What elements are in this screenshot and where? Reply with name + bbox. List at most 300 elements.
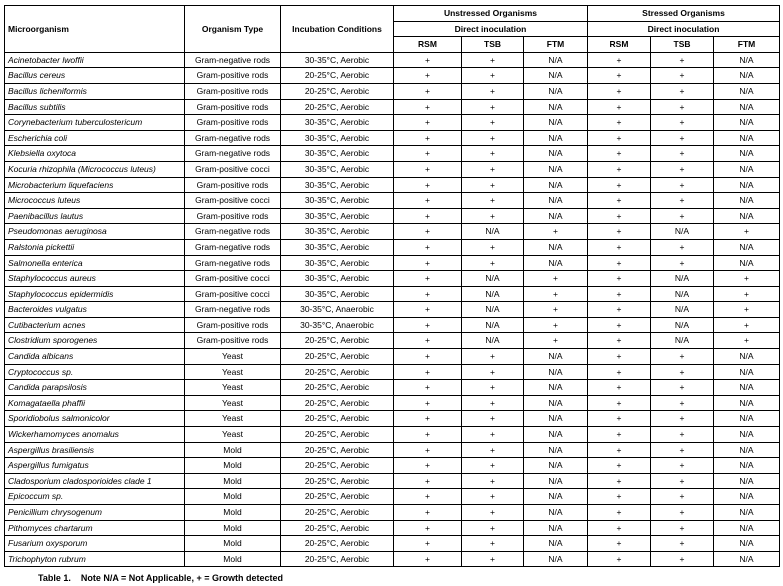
table-row bbox=[5, 380, 780, 396]
cell-organism-type: Yeast bbox=[185, 427, 281, 443]
cell-incubation: 30-35°C, Aerobic bbox=[281, 130, 394, 146]
cell-incubation: 30-35°C, Aerobic bbox=[281, 52, 394, 68]
cell-incubation: 20-25°C, Aerobic bbox=[281, 473, 394, 489]
cell-unstressed-rsm: + bbox=[394, 239, 462, 255]
cell-unstressed-rsm: + bbox=[394, 68, 462, 84]
cell-stressed-rsm: + bbox=[588, 411, 651, 427]
cell-unstressed-ftm: N/A bbox=[524, 115, 588, 131]
cell-stressed-ftm: N/A bbox=[714, 99, 780, 115]
cell-stressed-rsm: + bbox=[588, 473, 651, 489]
cell-stressed-tsb: N/A bbox=[651, 317, 714, 333]
cell-stressed-ftm: N/A bbox=[714, 161, 780, 177]
cell-microorganism: Ralstonia pickettii bbox=[5, 239, 185, 255]
cell-stressed-ftm: N/A bbox=[714, 255, 780, 271]
cell-microorganism: Kocuria rhizophila (Micrococcus luteus) bbox=[5, 161, 185, 177]
cell-stressed-rsm: + bbox=[588, 333, 651, 349]
cell-microorganism: Cryptococcus sp. bbox=[5, 364, 185, 380]
cell-unstressed-tsb: + bbox=[462, 177, 524, 193]
table-row bbox=[5, 395, 780, 411]
cell-organism-type: Gram-positive cocci bbox=[185, 161, 281, 177]
header-stressed-rsm: RSM bbox=[588, 37, 651, 53]
cell-unstressed-rsm: + bbox=[394, 271, 462, 287]
cell-organism-type: Gram-negative rods bbox=[185, 239, 281, 255]
cell-unstressed-rsm: + bbox=[394, 551, 462, 567]
cell-stressed-rsm: + bbox=[588, 302, 651, 318]
cell-organism-type: Gram-positive cocci bbox=[185, 286, 281, 302]
cell-unstressed-ftm: N/A bbox=[524, 52, 588, 68]
cell-stressed-tsb: + bbox=[651, 83, 714, 99]
cell-microorganism: Paenibacillus lautus bbox=[5, 208, 185, 224]
cell-organism-type: Mold bbox=[185, 551, 281, 567]
cell-unstressed-rsm: + bbox=[394, 458, 462, 474]
cell-unstressed-tsb: + bbox=[462, 161, 524, 177]
cell-organism-type: Mold bbox=[185, 536, 281, 552]
cell-stressed-ftm: N/A bbox=[714, 364, 780, 380]
cell-unstressed-tsb: + bbox=[462, 458, 524, 474]
table-row bbox=[5, 536, 780, 552]
cell-incubation: 20-25°C, Aerobic bbox=[281, 442, 394, 458]
cell-unstressed-tsb: + bbox=[462, 52, 524, 68]
cell-incubation: 20-25°C, Aerobic bbox=[281, 99, 394, 115]
cell-microorganism: Escherichia coli bbox=[5, 130, 185, 146]
cell-organism-type: Gram-negative rods bbox=[185, 52, 281, 68]
cell-stressed-tsb: + bbox=[651, 99, 714, 115]
cell-stressed-rsm: + bbox=[588, 271, 651, 287]
cell-incubation: 20-25°C, Aerobic bbox=[281, 505, 394, 521]
table-row bbox=[5, 411, 780, 427]
cell-organism-type: Mold bbox=[185, 520, 281, 536]
cell-unstressed-rsm: + bbox=[394, 520, 462, 536]
cell-unstressed-ftm: + bbox=[524, 271, 588, 287]
cell-microorganism: Staphylococcus epidermidis bbox=[5, 286, 185, 302]
cell-incubation: 30-35°C, Aerobic bbox=[281, 208, 394, 224]
cell-stressed-tsb: + bbox=[651, 208, 714, 224]
cell-stressed-ftm: + bbox=[714, 333, 780, 349]
cell-stressed-tsb: + bbox=[651, 130, 714, 146]
cell-stressed-tsb: + bbox=[651, 536, 714, 552]
cell-unstressed-ftm: N/A bbox=[524, 177, 588, 193]
cell-unstressed-tsb: + bbox=[462, 520, 524, 536]
cell-unstressed-ftm: N/A bbox=[524, 505, 588, 521]
cell-unstressed-rsm: + bbox=[394, 473, 462, 489]
cell-stressed-tsb: N/A bbox=[651, 224, 714, 240]
cell-unstressed-tsb: + bbox=[462, 411, 524, 427]
cell-unstressed-tsb: + bbox=[462, 68, 524, 84]
cell-stressed-ftm: N/A bbox=[714, 208, 780, 224]
cell-stressed-tsb: + bbox=[651, 473, 714, 489]
cell-stressed-tsb: + bbox=[651, 115, 714, 131]
cell-stressed-rsm: + bbox=[588, 99, 651, 115]
table-caption: Table 1. Note N/A = Not Applicable, + = Growth detected bbox=[38, 573, 283, 583]
cell-unstressed-rsm: + bbox=[394, 411, 462, 427]
cell-organism-type: Yeast bbox=[185, 395, 281, 411]
cell-unstressed-rsm: + bbox=[394, 83, 462, 99]
cell-stressed-ftm: N/A bbox=[714, 505, 780, 521]
cell-microorganism: Klebsiella oxytoca bbox=[5, 146, 185, 162]
cell-incubation: 30-35°C, Aerobic bbox=[281, 239, 394, 255]
cell-incubation: 20-25°C, Aerobic bbox=[281, 520, 394, 536]
cell-stressed-ftm: + bbox=[714, 317, 780, 333]
header-unstressed: Unstressed Organisms bbox=[394, 6, 588, 22]
header-unstressed-rsm: RSM bbox=[394, 37, 462, 53]
cell-stressed-tsb: + bbox=[651, 520, 714, 536]
header-unstressed-ftm: FTM bbox=[524, 37, 588, 53]
cell-stressed-ftm: N/A bbox=[714, 68, 780, 84]
cell-unstressed-rsm: + bbox=[394, 52, 462, 68]
cell-stressed-rsm: + bbox=[588, 177, 651, 193]
cell-stressed-ftm: N/A bbox=[714, 442, 780, 458]
cell-microorganism: Cladosporium cladosporioides clade 1 bbox=[5, 473, 185, 489]
cell-incubation: 20-25°C, Aerobic bbox=[281, 68, 394, 84]
cell-unstressed-ftm: N/A bbox=[524, 208, 588, 224]
header-stressed-direct-inoculation: Direct inoculation bbox=[588, 21, 780, 37]
cell-stressed-tsb: + bbox=[651, 458, 714, 474]
cell-organism-type: Gram-positive rods bbox=[185, 333, 281, 349]
cell-stressed-rsm: + bbox=[588, 551, 651, 567]
cell-unstressed-ftm: N/A bbox=[524, 380, 588, 396]
table-row bbox=[5, 130, 780, 146]
cell-stressed-tsb: + bbox=[651, 68, 714, 84]
cell-microorganism: Candida parapsilosis bbox=[5, 380, 185, 396]
cell-unstressed-tsb: + bbox=[462, 427, 524, 443]
cell-organism-type: Gram-negative rods bbox=[185, 146, 281, 162]
cell-unstressed-tsb: + bbox=[462, 489, 524, 505]
table-row bbox=[5, 83, 780, 99]
cell-unstressed-ftm: N/A bbox=[524, 349, 588, 365]
table-row bbox=[5, 302, 780, 318]
cell-stressed-rsm: + bbox=[588, 286, 651, 302]
cell-unstressed-rsm: + bbox=[394, 317, 462, 333]
cell-incubation: 30-35°C, Aerobic bbox=[281, 271, 394, 287]
header-unstressed-tsb: TSB bbox=[462, 37, 524, 53]
cell-unstressed-ftm: N/A bbox=[524, 473, 588, 489]
cell-unstressed-rsm: + bbox=[394, 115, 462, 131]
cell-stressed-ftm: N/A bbox=[714, 52, 780, 68]
cell-stressed-rsm: + bbox=[588, 317, 651, 333]
cell-microorganism: Salmonella enterica bbox=[5, 255, 185, 271]
table-row bbox=[5, 146, 780, 162]
cell-unstressed-ftm: N/A bbox=[524, 442, 588, 458]
cell-organism-type: Mold bbox=[185, 442, 281, 458]
cell-stressed-tsb: + bbox=[651, 349, 714, 365]
cell-stressed-rsm: + bbox=[588, 68, 651, 84]
cell-incubation: 30-35°C, Aerobic bbox=[281, 224, 394, 240]
cell-stressed-rsm: + bbox=[588, 364, 651, 380]
cell-unstressed-tsb: + bbox=[462, 349, 524, 365]
cell-unstressed-rsm: + bbox=[394, 442, 462, 458]
cell-stressed-ftm: N/A bbox=[714, 83, 780, 99]
cell-unstressed-rsm: + bbox=[394, 505, 462, 521]
cell-unstressed-tsb: + bbox=[462, 146, 524, 162]
cell-unstressed-rsm: + bbox=[394, 255, 462, 271]
cell-unstressed-tsb: + bbox=[462, 380, 524, 396]
cell-stressed-rsm: + bbox=[588, 255, 651, 271]
cell-unstressed-rsm: + bbox=[394, 161, 462, 177]
cell-stressed-tsb: + bbox=[651, 411, 714, 427]
cell-microorganism: Cutibacterium acnes bbox=[5, 317, 185, 333]
cell-stressed-rsm: + bbox=[588, 349, 651, 365]
cell-unstressed-tsb: + bbox=[462, 193, 524, 209]
cell-unstressed-ftm: N/A bbox=[524, 99, 588, 115]
cell-unstressed-ftm: N/A bbox=[524, 161, 588, 177]
cell-stressed-ftm: + bbox=[714, 286, 780, 302]
cell-unstressed-rsm: + bbox=[394, 364, 462, 380]
cell-organism-type: Mold bbox=[185, 489, 281, 505]
cell-incubation: 30-35°C, Aerobic bbox=[281, 146, 394, 162]
cell-stressed-tsb: + bbox=[651, 380, 714, 396]
cell-stressed-ftm: + bbox=[714, 302, 780, 318]
cell-organism-type: Gram-positive rods bbox=[185, 99, 281, 115]
cell-stressed-ftm: N/A bbox=[714, 411, 780, 427]
cell-microorganism: Bacillus subtilis bbox=[5, 99, 185, 115]
cell-unstressed-tsb: + bbox=[462, 83, 524, 99]
table-row bbox=[5, 317, 780, 333]
cell-incubation: 30-35°C, Aerobic bbox=[281, 286, 394, 302]
cell-stressed-tsb: + bbox=[651, 177, 714, 193]
cell-unstressed-ftm: N/A bbox=[524, 364, 588, 380]
table-body bbox=[5, 52, 780, 567]
cell-unstressed-rsm: + bbox=[394, 349, 462, 365]
cell-unstressed-tsb: + bbox=[462, 255, 524, 271]
cell-incubation: 20-25°C, Aerobic bbox=[281, 427, 394, 443]
table-row bbox=[5, 364, 780, 380]
cell-unstressed-rsm: + bbox=[394, 380, 462, 396]
cell-unstressed-ftm: N/A bbox=[524, 395, 588, 411]
cell-stressed-ftm: N/A bbox=[714, 427, 780, 443]
cell-organism-type: Gram-negative rods bbox=[185, 130, 281, 146]
cell-unstressed-tsb: + bbox=[462, 208, 524, 224]
cell-stressed-rsm: + bbox=[588, 427, 651, 443]
table-row bbox=[5, 349, 780, 365]
cell-unstressed-tsb: N/A bbox=[462, 302, 524, 318]
header-unstressed-direct-inoculation: Direct inoculation bbox=[394, 21, 588, 37]
cell-organism-type: Gram-negative rods bbox=[185, 255, 281, 271]
cell-microorganism: Acinetobacter lwoffii bbox=[5, 52, 185, 68]
cell-microorganism: Trichophyton rubrum bbox=[5, 551, 185, 567]
cell-unstressed-tsb: + bbox=[462, 536, 524, 552]
cell-microorganism: Bacillus licheniformis bbox=[5, 83, 185, 99]
cell-incubation: 20-25°C, Aerobic bbox=[281, 489, 394, 505]
cell-incubation: 20-25°C, Aerobic bbox=[281, 458, 394, 474]
cell-unstressed-rsm: + bbox=[394, 536, 462, 552]
table-row bbox=[5, 255, 780, 271]
cell-incubation: 30-35°C, Aerobic bbox=[281, 177, 394, 193]
cell-incubation: 30-35°C, Aerobic bbox=[281, 161, 394, 177]
cell-organism-type: Yeast bbox=[185, 411, 281, 427]
cell-stressed-rsm: + bbox=[588, 52, 651, 68]
cell-stressed-ftm: N/A bbox=[714, 130, 780, 146]
cell-stressed-rsm: + bbox=[588, 130, 651, 146]
cell-unstressed-rsm: + bbox=[394, 99, 462, 115]
cell-organism-type: Gram-positive cocci bbox=[185, 271, 281, 287]
cell-incubation: 20-25°C, Aerobic bbox=[281, 380, 394, 396]
cell-unstressed-ftm: N/A bbox=[524, 239, 588, 255]
cell-stressed-rsm: + bbox=[588, 536, 651, 552]
cell-unstressed-ftm: + bbox=[524, 333, 588, 349]
table-row bbox=[5, 193, 780, 209]
cell-stressed-tsb: + bbox=[651, 193, 714, 209]
table-row bbox=[5, 99, 780, 115]
table-row bbox=[5, 177, 780, 193]
cell-unstressed-rsm: + bbox=[394, 146, 462, 162]
cell-microorganism: Pithomyces chartarum bbox=[5, 520, 185, 536]
cell-organism-type: Mold bbox=[185, 505, 281, 521]
cell-stressed-ftm: N/A bbox=[714, 458, 780, 474]
cell-stressed-rsm: + bbox=[588, 146, 651, 162]
cell-stressed-tsb: N/A bbox=[651, 286, 714, 302]
table-row bbox=[5, 161, 780, 177]
cell-stressed-tsb: N/A bbox=[651, 333, 714, 349]
cell-unstressed-tsb: + bbox=[462, 364, 524, 380]
cell-unstressed-ftm: N/A bbox=[524, 458, 588, 474]
cell-unstressed-ftm: N/A bbox=[524, 489, 588, 505]
cell-incubation: 30-35°C, Aerobic bbox=[281, 115, 394, 131]
cell-unstressed-ftm: + bbox=[524, 224, 588, 240]
cell-stressed-ftm: + bbox=[714, 271, 780, 287]
cell-unstressed-rsm: + bbox=[394, 395, 462, 411]
header-incubation: Incubation Conditions bbox=[281, 6, 394, 53]
cell-microorganism: Penicillium chrysogenum bbox=[5, 505, 185, 521]
cell-stressed-tsb: + bbox=[651, 161, 714, 177]
cell-unstressed-tsb: + bbox=[462, 395, 524, 411]
table-row bbox=[5, 286, 780, 302]
cell-stressed-ftm: N/A bbox=[714, 551, 780, 567]
cell-unstressed-ftm: N/A bbox=[524, 255, 588, 271]
cell-unstressed-rsm: + bbox=[394, 333, 462, 349]
cell-organism-type: Gram-negative rods bbox=[185, 224, 281, 240]
table-row bbox=[5, 52, 780, 68]
cell-stressed-tsb: + bbox=[651, 239, 714, 255]
cell-unstressed-tsb: + bbox=[462, 473, 524, 489]
cell-stressed-tsb: + bbox=[651, 505, 714, 521]
cell-unstressed-rsm: + bbox=[394, 224, 462, 240]
table-row bbox=[5, 458, 780, 474]
cell-stressed-ftm: N/A bbox=[714, 193, 780, 209]
header-stressed-ftm: FTM bbox=[714, 37, 780, 53]
table-row bbox=[5, 505, 780, 521]
cell-stressed-ftm: N/A bbox=[714, 239, 780, 255]
cell-microorganism: Corynebacterium tuberculostericum bbox=[5, 115, 185, 131]
cell-unstressed-ftm: N/A bbox=[524, 411, 588, 427]
cell-unstressed-rsm: + bbox=[394, 286, 462, 302]
cell-stressed-ftm: N/A bbox=[714, 536, 780, 552]
table-row bbox=[5, 427, 780, 443]
cell-microorganism: Micrococcus luteus bbox=[5, 193, 185, 209]
cell-incubation: 20-25°C, Aerobic bbox=[281, 411, 394, 427]
cell-stressed-rsm: + bbox=[588, 395, 651, 411]
cell-incubation: 20-25°C, Aerobic bbox=[281, 536, 394, 552]
cell-stressed-rsm: + bbox=[588, 239, 651, 255]
cell-organism-type: Yeast bbox=[185, 380, 281, 396]
table-row bbox=[5, 224, 780, 240]
table-row bbox=[5, 551, 780, 567]
cell-stressed-tsb: + bbox=[651, 364, 714, 380]
cell-organism-type: Gram-positive rods bbox=[185, 177, 281, 193]
cell-unstressed-ftm: N/A bbox=[524, 536, 588, 552]
cell-stressed-tsb: N/A bbox=[651, 302, 714, 318]
results-table bbox=[4, 5, 780, 567]
cell-stressed-tsb: + bbox=[651, 551, 714, 567]
cell-stressed-rsm: + bbox=[588, 115, 651, 131]
cell-unstressed-rsm: + bbox=[394, 302, 462, 318]
cell-stressed-ftm: N/A bbox=[714, 395, 780, 411]
table-row bbox=[5, 239, 780, 255]
cell-microorganism: Bacillus cereus bbox=[5, 68, 185, 84]
cell-incubation: 30-35°C, Aerobic bbox=[281, 193, 394, 209]
cell-organism-type: Gram-positive rods bbox=[185, 208, 281, 224]
cell-microorganism: Wickerhamomyces anomalus bbox=[5, 427, 185, 443]
cell-unstressed-tsb: N/A bbox=[462, 333, 524, 349]
cell-stressed-tsb: + bbox=[651, 255, 714, 271]
table-row bbox=[5, 271, 780, 287]
cell-stressed-rsm: + bbox=[588, 224, 651, 240]
cell-stressed-ftm: N/A bbox=[714, 489, 780, 505]
header-row-groups bbox=[5, 6, 780, 22]
cell-unstressed-ftm: N/A bbox=[524, 551, 588, 567]
cell-unstressed-rsm: + bbox=[394, 427, 462, 443]
cell-microorganism: Staphylococcus aureus bbox=[5, 271, 185, 287]
header-stressed: Stressed Organisms bbox=[588, 6, 780, 22]
cell-unstressed-tsb: N/A bbox=[462, 271, 524, 287]
cell-unstressed-ftm: N/A bbox=[524, 520, 588, 536]
cell-stressed-ftm: N/A bbox=[714, 520, 780, 536]
cell-unstressed-ftm: N/A bbox=[524, 130, 588, 146]
cell-stressed-tsb: + bbox=[651, 442, 714, 458]
cell-stressed-tsb: N/A bbox=[651, 271, 714, 287]
cell-microorganism: Sporidiobolus salmonicolor bbox=[5, 411, 185, 427]
cell-organism-type: Mold bbox=[185, 458, 281, 474]
cell-stressed-ftm: N/A bbox=[714, 349, 780, 365]
cell-stressed-rsm: + bbox=[588, 505, 651, 521]
cell-microorganism: Pseudomonas aeruginosa bbox=[5, 224, 185, 240]
cell-unstressed-ftm: N/A bbox=[524, 427, 588, 443]
table-row bbox=[5, 68, 780, 84]
cell-stressed-ftm: N/A bbox=[714, 115, 780, 131]
cell-incubation: 30-35°C, Anaerobic bbox=[281, 317, 394, 333]
cell-stressed-tsb: + bbox=[651, 395, 714, 411]
cell-unstressed-tsb: + bbox=[462, 505, 524, 521]
cell-unstressed-tsb: N/A bbox=[462, 286, 524, 302]
table-row bbox=[5, 115, 780, 131]
cell-incubation: 20-25°C, Aerobic bbox=[281, 551, 394, 567]
cell-unstressed-tsb: + bbox=[462, 130, 524, 146]
cell-stressed-ftm: N/A bbox=[714, 380, 780, 396]
cell-stressed-rsm: + bbox=[588, 489, 651, 505]
cell-stressed-rsm: + bbox=[588, 458, 651, 474]
cell-incubation: 20-25°C, Aerobic bbox=[281, 83, 394, 99]
cell-unstressed-rsm: + bbox=[394, 177, 462, 193]
cell-unstressed-ftm: + bbox=[524, 286, 588, 302]
cell-stressed-rsm: + bbox=[588, 208, 651, 224]
cell-organism-type: Yeast bbox=[185, 364, 281, 380]
cell-stressed-tsb: + bbox=[651, 146, 714, 162]
cell-unstressed-tsb: N/A bbox=[462, 224, 524, 240]
cell-incubation: 20-25°C, Aerobic bbox=[281, 364, 394, 380]
cell-stressed-ftm: N/A bbox=[714, 473, 780, 489]
cell-organism-type: Gram-positive cocci bbox=[185, 193, 281, 209]
cell-microorganism: Candida albicans bbox=[5, 349, 185, 365]
cell-stressed-ftm: N/A bbox=[714, 146, 780, 162]
table-row bbox=[5, 333, 780, 349]
header-microorganism: Microorganism bbox=[5, 6, 185, 53]
cell-unstressed-tsb: + bbox=[462, 239, 524, 255]
cell-organism-type: Gram-positive rods bbox=[185, 115, 281, 131]
cell-unstressed-rsm: + bbox=[394, 489, 462, 505]
cell-microorganism: Aspergillus brasiliensis bbox=[5, 442, 185, 458]
cell-microorganism: Epicoccum sp. bbox=[5, 489, 185, 505]
table-row bbox=[5, 442, 780, 458]
cell-unstressed-rsm: + bbox=[394, 193, 462, 209]
